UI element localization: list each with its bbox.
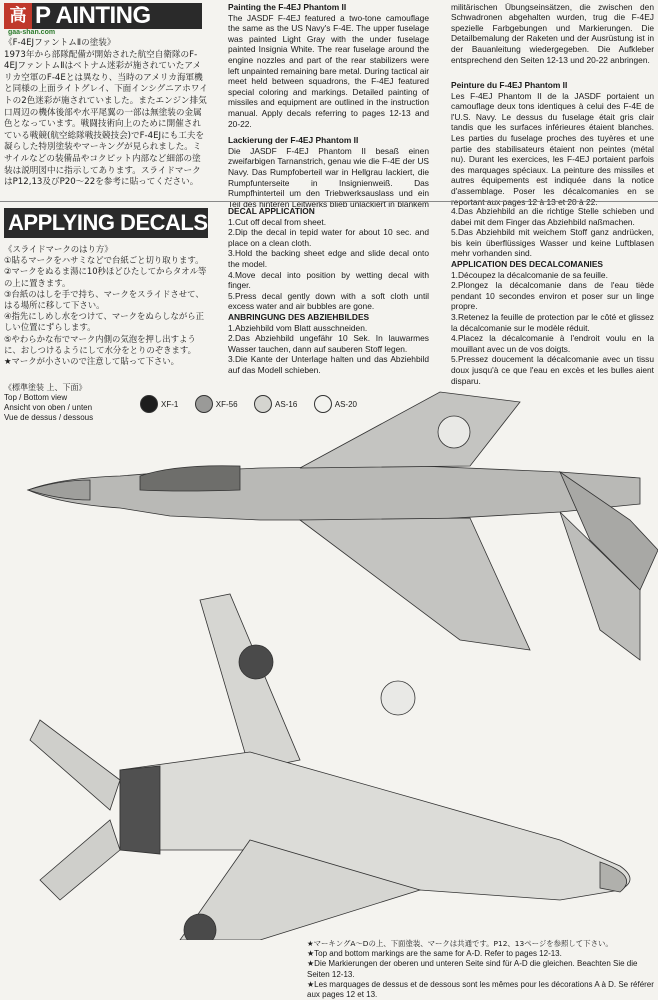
decals-en-step: 5.Press decal gently down with a soft cloth until excess water and air bubbles are gone. <box>228 290 429 312</box>
painting-jp-heading: 《F-4EJファントムⅡの塗装》 <box>4 38 116 48</box>
decals-fr-heading: APPLICATION DES DECALCOMANIES <box>451 258 603 269</box>
aircraft-drawings <box>0 380 658 940</box>
decals-de-step: 5.Das Abziehbild mit weichem Stoff ganz andrücken, bis kein überflüssiges Wasser und keine Luftblasen mehr vorhanden sind. <box>451 227 654 259</box>
decals-jp <box>4 244 210 367</box>
bottom-view-aircraft <box>30 594 630 940</box>
decals-en-step: 1.Cut off decal from sheet. <box>228 216 327 227</box>
decals-en-heading: DECAL APPLICATION <box>228 206 315 216</box>
decals-jp-step: ④指先にしめし水をつけて、マークをぬらしながら正しい位置にずらします。 <box>4 311 204 333</box>
top-fuselage <box>28 466 640 520</box>
painting-de-cont <box>451 2 654 76</box>
color-code: XF-1 <box>161 399 179 409</box>
marking-notes <box>307 939 655 1000</box>
painting-en-de <box>228 2 429 208</box>
bottom-stab <box>40 820 120 900</box>
decals-de-step: 2.Das Abziehbild ungefähr 10 Sek. In lauwarmes Wasser tauchen, dann auf sauberen Stoff legen. <box>228 333 429 354</box>
painting-title <box>32 3 202 29</box>
decals-jp-step: ③台紙のはしを手で持ち、マークをスライドさせて、はる場所に移して下さい。 <box>4 288 204 311</box>
decals-fr-step: 4.Placez la décalcomanie à l'endroit voulu en la mouillant avec un de vos doigts. <box>451 333 654 354</box>
painting-de-body: Die JASDF F-4EJ Phantom II besaß einen zweifarbigen Tarnanstrich, genau wie die F-4E der US Navy. Das Rumpfoberteil war in Hellgrau lackiert, die Rumpfunterseite in Insignienweiß. Das Rumpfhinterteil um den Triebwerksauslass und ein Teil des hinteren Leitwerks blieb unlackiert in blankem <box>228 145 429 208</box>
top-wing-lower <box>300 518 530 650</box>
decals-jp-step: ★マークが小さいので注意して貼って下さい。 <box>4 356 180 367</box>
painting-jp-body: 1973年から部隊配備が開始された航空自衛隊のF-4EJファントムⅡはベトナム迷彩が施されていたアメリカ空軍のF-4Eとは異なり、当時のアメリカ海軍機と同様の上面ライトグレイ、下面インシグニアホワイトの2色迷彩が施されていました。またエンジン排気口周辺の機体後部や水平尾翼の一部は無塗装の金属色となっています。戦闘技術向上のために開催されている戦競(航空総隊戦技競技会)でF-4EJにも工夫を凝らした特別塗装やマーキングが見られました。ミサイルなどの装備品やコクピット内部など細部の塗装は説明図中に指示してあります。スライドマークはP12,13及びP20〜22を参考に貼ってください。 <box>4 49 208 188</box>
painting-title-rest: AINTING <box>55 2 151 29</box>
decals-en-de <box>228 206 429 376</box>
top-canopy <box>140 466 240 491</box>
decals-jp-heading: 《スライドマークのはり方》 <box>4 244 113 254</box>
decals-fr-step: 3.Retenez la feuille de protection par le côté et glissez la décalcomanie sur le modèle réduit. <box>451 311 654 333</box>
decals-title-rest: PPLYING DECALS <box>23 210 208 235</box>
note-fr: ★Les marquages de dessus et de dessous sont les mêmes pour les décorations A à D. Se référer aux pages 12 et 13. <box>307 979 654 1000</box>
note-jp: ★マーキングA〜Dの上、下面塗装、マークは共通です。P12、13ページを参照して下さい。 <box>307 939 613 948</box>
decals-jp-step: ②マークをぬるま湯に10秒ほどひたしてからタオル等の上に置きます。 <box>4 266 207 288</box>
bottom-roundel-upper <box>239 645 273 679</box>
logo-badge <box>4 3 32 29</box>
top-roundel-lower <box>381 681 415 715</box>
decals-title <box>4 208 208 238</box>
view-label-en: Top / Bottom view <box>4 393 68 402</box>
painting-jp <box>4 38 208 189</box>
color-code: XF-56 <box>215 399 238 409</box>
decals-de-fr <box>451 206 654 386</box>
decals-en-step: 2.Dip the decal in tepid water for about 10 sec. and place on a clean cloth. <box>228 227 429 248</box>
painting-de-fr <box>451 2 654 207</box>
logo-text: 高 <box>9 6 27 26</box>
bottom-nozzles <box>120 766 160 854</box>
decals-fr-step: 1.Découpez la décalcomanie de sa feuille. <box>451 269 608 280</box>
decals-jp-step: ①貼るマークをハサミなどで台紙ごと切り取ります。 <box>4 255 204 266</box>
decals-fr-step: 2.Plongez la décalcomanie dans de l'eau tiède pendant 10 secondes environ et poser sur un linge propre. <box>451 280 654 312</box>
note-de: ★Die Markierungen der oberen und unteren Seite sind für A-D die gleichen. Beachten Sie die Seiten 12-13. <box>307 959 638 979</box>
painting-de-body-cont: militärischen Übungseinsätzen, die zwischen den Schwadronen abgehalten wurden, trug die F-4EJ spezielle Farbgebungen und Markierungen. Die Detailbemalung der Raketen und der Ausrüstung ist in der Bauanleitung wiedergegeben. Die Aufkleber entsprechend den Seiten 12-13 und 20-22 anbringen. <box>451 2 654 65</box>
bottom-stab-upper <box>30 720 120 810</box>
top-roundel-upper <box>438 416 470 448</box>
note-en: ★Top and bottom markings are the same for A-D. Refer to pages 12-13. <box>307 949 562 959</box>
painting-title-cap: P <box>35 2 51 29</box>
view-label-de: Ansicht von oben / unten <box>4 403 93 412</box>
painting-en-heading: Painting the F-4EJ Phantom II <box>228 2 347 12</box>
watermark: gaa-shan.com <box>8 29 56 36</box>
decals-en-step: 3.Hold the backing sheet edge and slide decal onto the model. <box>228 248 429 269</box>
top-view-aircraft <box>28 392 658 715</box>
painting-en-body: The JASDF F-4EJ featured a two-tone camouflage the same as the US Navy's F-4E. The upper fuselage was painted Light Gray with the under fuselage painted Insignia White. The rear fuselage around the engine nozzles and part of the rear stabilizers were left unpainted remaining bare metal. During tactical air meet held between squadrons, the F-4EJ featured special coloring and markings. Detailed painting of missiles and equipment are outlined in the instruction manual. Apply decals referring to pages 12-13 and 20-22. <box>228 12 429 129</box>
decals-de-step: 1.Abziehbild vom Blatt ausschneiden. <box>228 322 368 333</box>
section-divider <box>0 201 658 202</box>
decals-de-step: 4.Das Abziehbild an die richtige Stelle schieben und dabei mit dem Finger das Abziehbild naßmachen. <box>451 206 654 227</box>
bottom-wing-upper <box>200 594 300 770</box>
painting-fr-body: Les F-4EJ Phantom II de la JASDF portaient un camouflage deux tons identiques à celui des F-4E de l'U.S. Navy. Le dessus du fuselage était gris clair tandis que les surfaces inférieures étaient blanches. Les parties du fuselage proches des tuyères et une partie des stabilisateurs étaient non peintes (métal nu). Durant les exercices, les F-4EJ portaient parfois des marquages spéciaux. La peinture des missiles et autres équipements est indiquée dans la notice d'assemblage. Poser les décalcomanies en se reportant aux pages 12 à 13 et 20 à 22. <box>451 90 654 207</box>
color-code: AS-16 <box>275 399 298 409</box>
color-code: AS-20 <box>334 399 357 409</box>
decals-de-heading: ANBRINGUNG DES ABZIEHBILDES <box>228 311 370 322</box>
decals-fr-step: 5.Pressez doucement la décalcomanie avec un tissu doux jusqu'à ce que l'eau en excès et les bulles aient disparu. <box>451 354 654 386</box>
top-wing-upper <box>300 392 520 468</box>
decals-de-step: 3.Die Kante der Unterlage halten und das Abziehbild auf das Modell schieben. <box>228 354 429 375</box>
decals-en-step: 4.Move decal into position by wetting decal with finger. <box>228 269 429 291</box>
view-label-fr: Vue de dessus / dessous <box>4 413 94 422</box>
painting-de-heading: Lackierung der F-4EJ Phantom II <box>228 135 359 146</box>
decals-jp-step: ⑤やわらかな布でマーク内側の気泡を押し出すように、おしつけるようにして水分をとりのぞきます。 <box>4 333 196 355</box>
painting-fr-heading: Peinture du F-4EJ Phantom II <box>451 80 568 90</box>
decals-title-cap: A <box>8 210 24 235</box>
top-nose <box>28 480 90 500</box>
view-label-jp: 《標準塗装 上、下面》 <box>4 383 87 392</box>
